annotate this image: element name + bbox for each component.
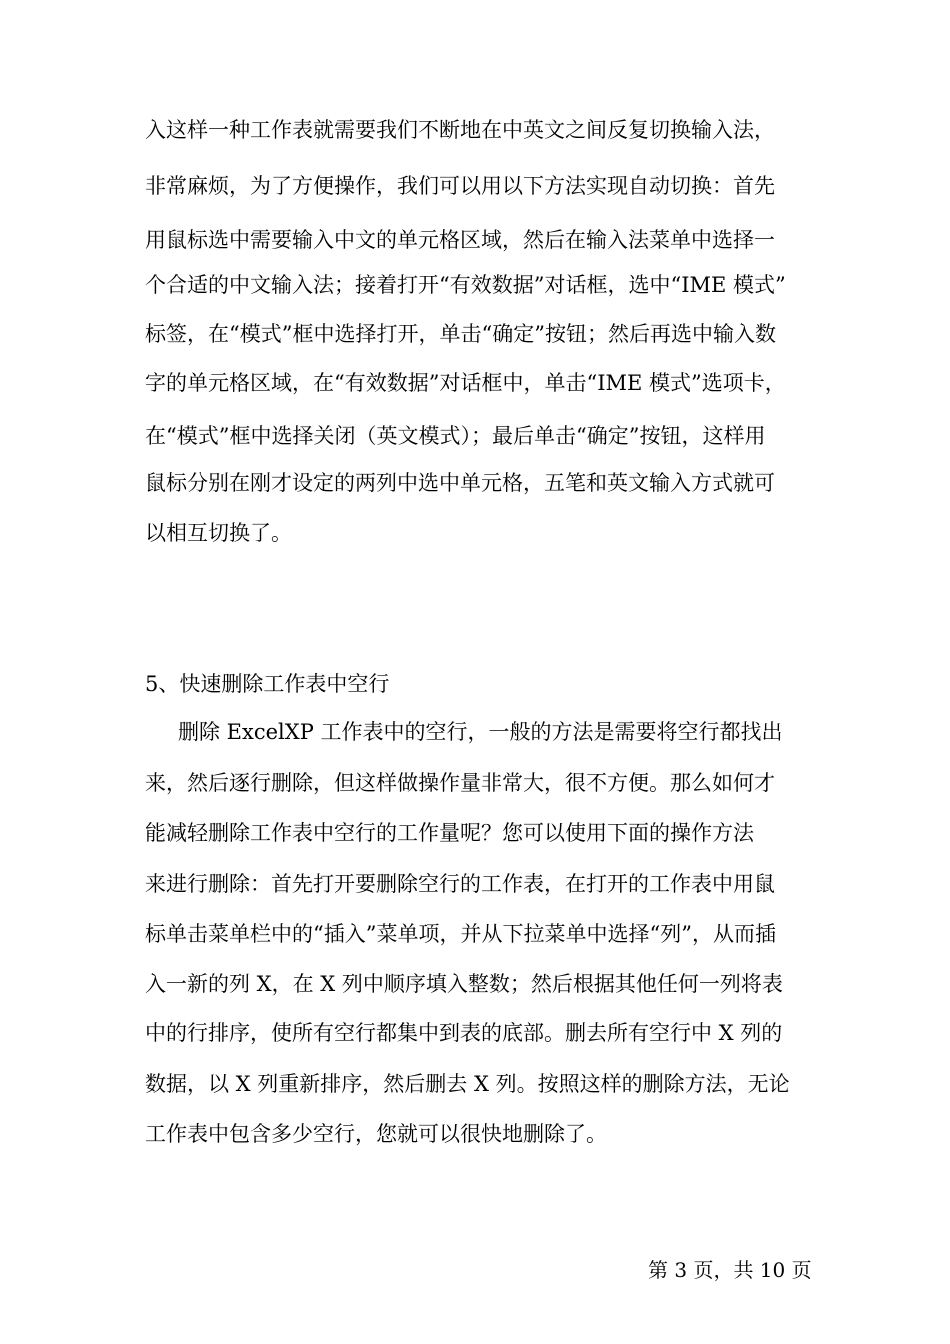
- section-heading: 5、快速删除工作表中空行: [145, 672, 390, 696]
- paragraph-2-line: 来进行删除：首先打开要删除空行的工作表，在打开的工作表中用鼠: [145, 872, 775, 896]
- paragraph-2-line: 能减轻删除工作表中空行的工作量呢？您可以使用下面的操作方法: [145, 821, 754, 845]
- paragraph-1-line: 个合适的中文输入法；接着打开“有效数据”对话框，选中“IME 模式”: [145, 273, 786, 297]
- paragraph-1-line: 鼠标分别在刚才设定的两列中选中单元格，五笔和英文输入方式就可: [145, 471, 775, 495]
- paragraph-2-line: 中的行排序，使所有空行都集中到表的底部。删去所有空行中 X 列的: [145, 1021, 783, 1045]
- paragraph-1-line: 用鼠标选中需要输入中文的单元格区域，然后在输入法菜单中选择一: [145, 228, 775, 252]
- paragraph-1-line: 在“模式”框中选择关闭（英文模式）；最后单击“确定”按钮，这样用: [145, 424, 766, 448]
- paragraph-1-line: 标签，在“模式”框中选择打开，单击“确定”按钮；然后再选中输入数: [145, 322, 776, 346]
- paragraph-2-line: 删除 ExcelXP 工作表中的空行，一般的方法是需要将空行都找出: [178, 720, 783, 744]
- paragraph-1-line: 非常麻烦，为了方便操作，我们可以用以下方法实现自动切换：首先: [145, 174, 775, 198]
- paragraph-2-line: 来，然后逐行删除，但这样做操作量非常大，很不方便。那么如何才: [145, 771, 775, 795]
- page-number-footer: 第 3 页，共 10 页: [648, 1258, 812, 1282]
- paragraph-2-line: 入一新的列 X，在 X 列中顺序填入整数；然后根据其他任何一列将表: [145, 972, 783, 996]
- paragraph-1-line: 以相互切换了。: [145, 521, 292, 545]
- paragraph-1-line: 字的单元格区域，在“有效数据”对话框中，单击“IME 模式”选项卡，: [145, 371, 786, 395]
- paragraph-2-line: 数据，以 X 列重新排序，然后删去 X 列。按照这样的删除方法，无论: [145, 1072, 790, 1096]
- paragraph-2-line: 标单击菜单栏中的“插入”菜单项，并从下拉菜单中选择“列”，从而插: [145, 922, 776, 946]
- paragraph-2-line: 工作表中包含多少空行，您就可以很快地删除了。: [145, 1122, 607, 1146]
- paragraph-1-line: 入这样一种工作表就需要我们不断地在中英文之间反复切换输入法，: [145, 118, 775, 142]
